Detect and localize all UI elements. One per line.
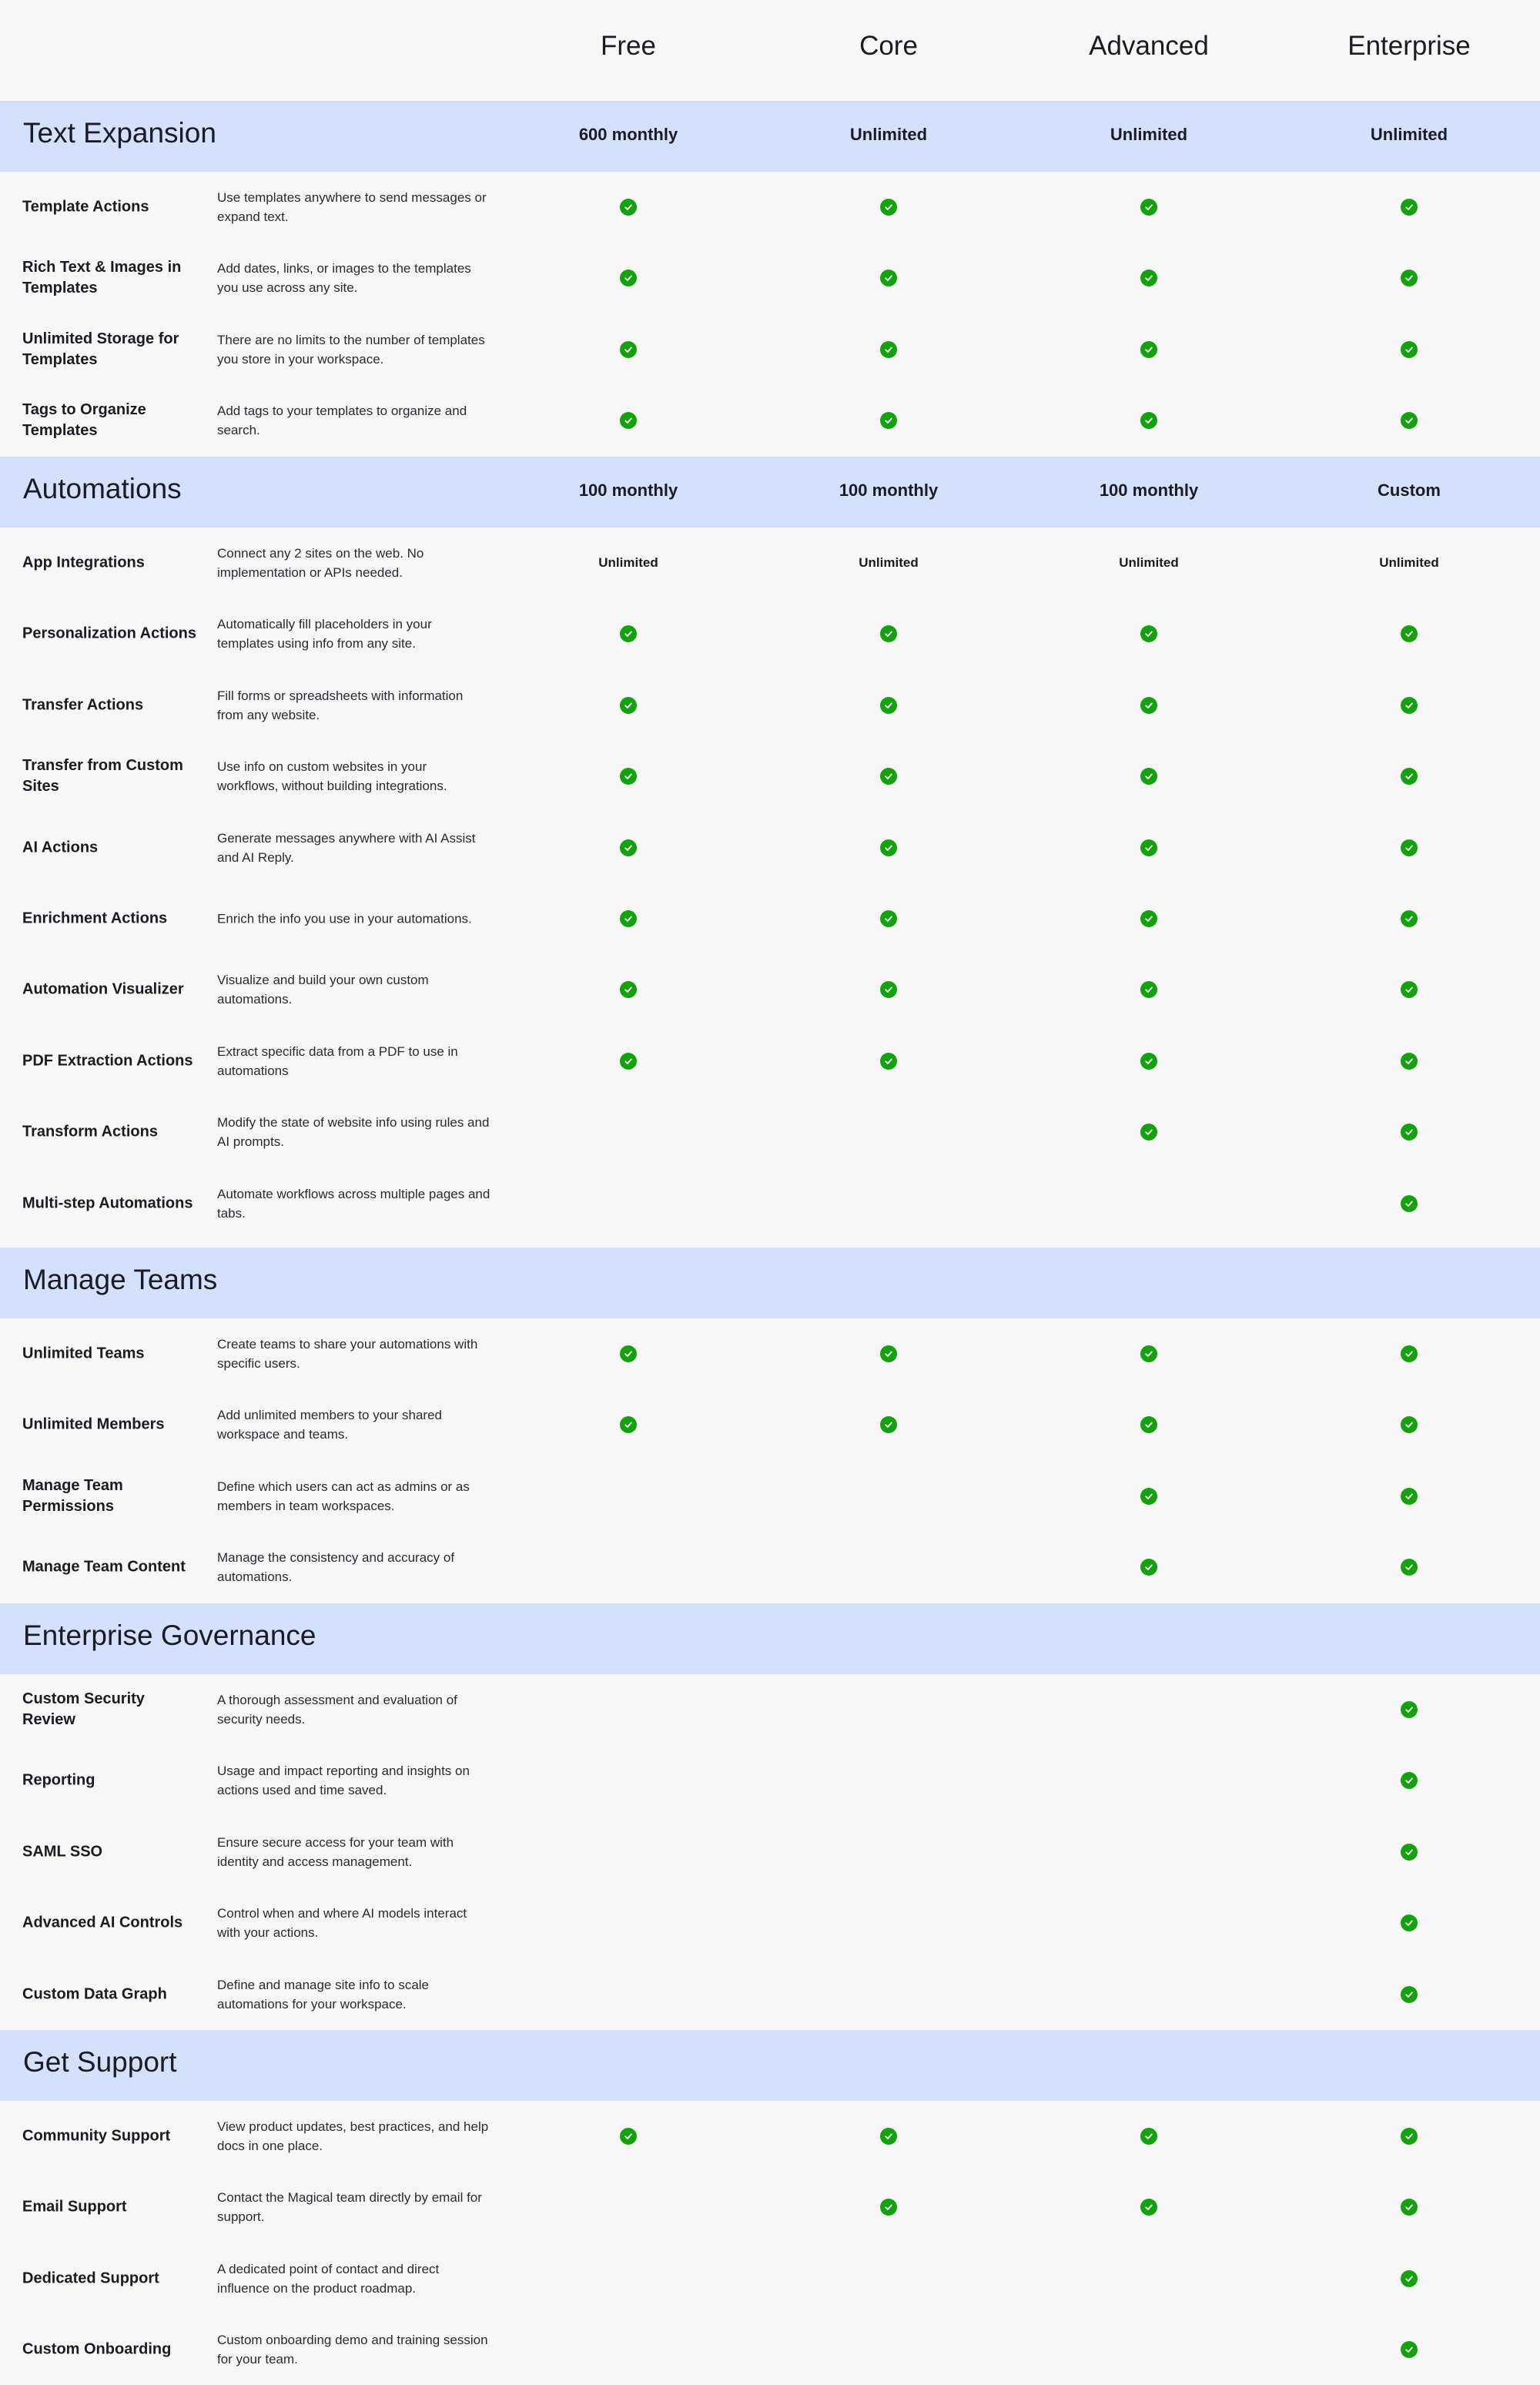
cell-free [536, 1888, 721, 1958]
check-circle-icon [1140, 199, 1157, 216]
cell-enterprise [1317, 1026, 1502, 1097]
feature-row-advanced-ai-controls [0, 1888, 1540, 1958]
cell-core [796, 2314, 981, 2385]
cell-free [536, 172, 721, 243]
check-circle-icon [880, 910, 897, 927]
cell-advanced [1056, 1817, 1241, 1888]
feature-description: View product updates, best practices, and help docs in one place. [217, 2119, 489, 2153]
feature-row-personalization-actions [0, 598, 1540, 669]
feature-name: Unlimited Teams [22, 1345, 145, 1362]
cell-advanced [1056, 2314, 1241, 2385]
section-header-enterprise-governance [0, 1603, 1540, 1674]
check-circle-icon [880, 199, 897, 216]
cell-advanced [1056, 883, 1241, 954]
cell-advanced [1056, 954, 1241, 1025]
feature-description: Automatically fill placeholders in your templates using info from any site. [217, 617, 432, 652]
feature-row-pdf-extraction-actions [0, 1026, 1540, 1097]
feature-name: App Integrations [22, 554, 145, 571]
cell-core [796, 1745, 981, 1816]
cell-advanced [1056, 314, 1241, 385]
check-circle-icon [880, 1416, 897, 1433]
cell-enterprise [1317, 954, 1502, 1025]
section-title: Manage Teams [23, 1264, 218, 1295]
check-circle-icon [880, 697, 897, 714]
check-circle-icon [620, 2128, 637, 2145]
cell-core [796, 2172, 981, 2243]
feature-row-app-integrations [0, 528, 1540, 598]
feature-name: Unlimited Members [22, 1415, 165, 1433]
cell-free [536, 1318, 721, 1389]
check-circle-icon [1140, 839, 1157, 856]
check-circle-icon [1140, 1488, 1157, 1505]
feature-row-transfer-from-custom-sites [0, 741, 1540, 812]
check-circle-icon [1140, 2128, 1157, 2145]
feature-row-unlimited-storage-for-templates [0, 314, 1540, 385]
feature-description: Connect any 2 sites on the web. No implementation or APIs needed. [217, 546, 424, 580]
feature-name: Multi-step Automations [22, 1194, 193, 1212]
feature-name: SAML SSO [22, 1843, 103, 1861]
cell-free [536, 243, 721, 313]
check-circle-icon [1401, 2270, 1418, 2287]
check-circle-icon [1401, 1345, 1418, 1362]
check-circle-icon [620, 412, 637, 429]
section-title: Text Expansion [23, 117, 216, 149]
cell-free [536, 598, 721, 669]
feature-row-custom-onboarding [0, 2314, 1540, 2385]
check-circle-icon [1401, 697, 1418, 714]
cell-core [796, 1959, 981, 2030]
section-header-get-support [0, 2030, 1540, 2101]
check-circle-icon [880, 625, 897, 642]
check-circle-icon [620, 981, 637, 998]
cell-core [796, 314, 981, 385]
feature-name: Reporting [22, 1771, 95, 1789]
feature-name: PDF Extraction Actions [22, 1052, 193, 1070]
cell-enterprise [1317, 1461, 1502, 1532]
feature-name: Template Actions [22, 198, 149, 216]
cell-enterprise [1317, 598, 1502, 669]
check-circle-icon [1401, 1559, 1418, 1576]
cell-free [536, 883, 721, 954]
check-circle-icon [1140, 981, 1157, 998]
check-circle-icon [1140, 2199, 1157, 2216]
feature-name: Email Support [22, 2198, 127, 2216]
cell-advanced [1056, 1318, 1241, 1389]
check-circle-icon [620, 625, 637, 642]
cell-enterprise [1317, 2314, 1502, 2385]
section-title: Enterprise Governance [23, 1620, 316, 1651]
cell-free [536, 2172, 721, 2243]
section-title: Automations [23, 473, 182, 504]
feature-name: Automation Visualizer [22, 980, 184, 998]
feature-row-manage-team-permissions [0, 1461, 1540, 1532]
check-circle-icon [1401, 1701, 1418, 1718]
section-quota-core: 100 monthly [839, 481, 939, 500]
cell-free [536, 314, 721, 385]
feature-name: Tags to Organize Templates [22, 401, 146, 440]
cell-core [796, 528, 981, 598]
cell-core [796, 883, 981, 954]
check-circle-icon [1401, 199, 1418, 216]
feature-description: Manage the consistency and accuracy of automations. [217, 1550, 455, 1585]
check-circle-icon [1401, 341, 1418, 358]
cell-advanced [1056, 172, 1241, 243]
check-circle-icon [1401, 2199, 1418, 2216]
feature-row-reporting [0, 1745, 1540, 1816]
cell-core [796, 1461, 981, 1532]
cell-advanced [1056, 1026, 1241, 1097]
cell-core [796, 2243, 981, 2314]
feature-name: Custom Data Graph [22, 1985, 167, 2003]
cell-advanced [1056, 1097, 1241, 1167]
cell-core [796, 1888, 981, 1958]
check-circle-icon [620, 839, 637, 856]
feature-row-community-support [0, 2101, 1540, 2172]
feature-name: Dedicated Support [22, 2269, 159, 2287]
check-circle-icon [880, 412, 897, 429]
cell-enterprise [1317, 1532, 1502, 1603]
cell-core [796, 2101, 981, 2172]
cell-advanced [1056, 1888, 1241, 1958]
cell-enterprise [1317, 2243, 1502, 2314]
feature-row-custom-data-graph [0, 1959, 1540, 2030]
cell-advanced [1056, 741, 1241, 812]
check-circle-icon [1401, 412, 1418, 429]
check-circle-icon [1401, 1416, 1418, 1433]
cell-advanced [1056, 1745, 1241, 1816]
check-circle-icon [880, 270, 897, 286]
check-circle-icon [1401, 1124, 1418, 1141]
check-circle-icon [1140, 768, 1157, 785]
cell-core [796, 1674, 981, 1745]
check-circle-icon [620, 270, 637, 286]
feature-description: A thorough assessment and evaluation of security needs. [217, 1693, 457, 1727]
cell-core [796, 1168, 981, 1239]
section-header-automations [0, 457, 1540, 528]
check-circle-icon [1140, 1559, 1157, 1576]
cell-free [536, 1389, 721, 1460]
cell-enterprise [1317, 528, 1502, 598]
cell-core [796, 172, 981, 243]
cell-free [536, 954, 721, 1025]
cell-enterprise [1317, 741, 1502, 812]
cell-enterprise [1317, 883, 1502, 954]
check-circle-icon [620, 341, 637, 358]
section-quota-advanced: 100 monthly [1099, 481, 1199, 500]
check-circle-icon [620, 910, 637, 927]
feature-row-template-actions [0, 172, 1540, 243]
cell-core [796, 385, 981, 456]
check-circle-icon [1401, 1488, 1418, 1505]
check-circle-icon [1401, 910, 1418, 927]
cell-core [796, 741, 981, 812]
cell-free [536, 385, 721, 456]
check-circle-icon [620, 1345, 637, 1362]
cell-free [536, 1674, 721, 1745]
feature-row-multi-step-automations [0, 1168, 1540, 1239]
check-circle-icon [1401, 981, 1418, 998]
feature-row-manage-team-content [0, 1532, 1540, 1603]
feature-name: Rich Text & Images in Templates [22, 259, 182, 297]
check-circle-icon [1401, 1053, 1418, 1070]
feature-description: Usage and impact reporting and insights on actions used and time saved. [217, 1764, 470, 1798]
feature-row-ai-actions [0, 812, 1540, 883]
cell-advanced [1056, 1389, 1241, 1460]
cell-enterprise [1317, 670, 1502, 741]
cell-enterprise [1317, 1097, 1502, 1167]
check-circle-icon [880, 2128, 897, 2145]
check-circle-icon [1401, 1914, 1418, 1931]
cell-enterprise [1317, 2101, 1502, 2172]
check-circle-icon [1140, 697, 1157, 714]
cell-enterprise [1317, 1318, 1502, 1389]
check-circle-icon [1401, 2128, 1418, 2145]
feature-name: Personalization Actions [22, 625, 196, 642]
feature-name: Community Support [22, 2127, 171, 2145]
cell-advanced [1056, 812, 1241, 883]
cell-enterprise [1317, 243, 1502, 313]
cell-advanced [1056, 1532, 1241, 1603]
feature-description: A dedicated point of contact and direct influence on the product roadmap. [217, 2261, 440, 2296]
cell-core [796, 670, 981, 741]
feature-row-transfer-actions [0, 670, 1540, 741]
cell-free [536, 1532, 721, 1603]
cell-advanced [1056, 1168, 1241, 1239]
cell-enterprise [1317, 314, 1502, 385]
feature-description: Use templates anywhere to send messages or expand text. [217, 190, 487, 224]
cell-free [536, 1817, 721, 1888]
cell-free [536, 2243, 721, 2314]
cell-free [536, 1097, 721, 1167]
check-circle-icon [1401, 1844, 1418, 1861]
feature-row-transform-actions [0, 1097, 1540, 1167]
feature-description: Control when and where AI models interact with your actions. [217, 1906, 467, 1941]
feature-description: Ensure secure access for your team with identity and access management. [217, 1834, 454, 1869]
feature-row-rich-text-and-images-in-templates [0, 243, 1540, 313]
check-circle-icon [1401, 2341, 1418, 2358]
feature-name: Transfer Actions [22, 696, 144, 714]
cell-free [536, 528, 721, 598]
feature-name: Manage Team Content [22, 1558, 186, 1576]
cell-core [796, 1389, 981, 1460]
feature-description: Custom onboarding demo and training session for your team. [217, 2333, 488, 2367]
section-quota-free: 100 monthly [578, 481, 678, 500]
cell-enterprise [1317, 385, 1502, 456]
cell-value: Unlimited [859, 555, 919, 570]
cell-value: Unlimited [1119, 555, 1179, 570]
feature-name: AI Actions [22, 839, 99, 856]
feature-name: Advanced AI Controls [22, 1914, 183, 1931]
check-circle-icon [1140, 412, 1157, 429]
cell-enterprise [1317, 1888, 1502, 1958]
check-circle-icon [880, 2199, 897, 2216]
cell-core [796, 1318, 981, 1389]
feature-row-dedicated-support [0, 2243, 1540, 2314]
cell-core [796, 812, 981, 883]
feature-row-unlimited-members [0, 1389, 1540, 1460]
check-circle-icon [880, 981, 897, 998]
check-circle-icon [620, 1053, 637, 1070]
cell-advanced [1056, 528, 1241, 598]
check-circle-icon [1140, 1124, 1157, 1141]
section-quota-enterprise: Unlimited [1370, 125, 1448, 144]
cell-enterprise [1317, 1959, 1502, 2030]
feature-description: Enrich the info you use in your automations. [217, 911, 472, 926]
cell-enterprise [1317, 1817, 1502, 1888]
cell-free [536, 1026, 721, 1097]
check-circle-icon [1140, 1345, 1157, 1362]
cell-core [796, 1532, 981, 1603]
plan-advanced: Advanced [1089, 31, 1209, 61]
cell-advanced [1056, 670, 1241, 741]
cell-enterprise [1317, 812, 1502, 883]
plan-free: Free [601, 31, 656, 61]
feature-description: Contact the Magical team directly by email for support. [217, 2190, 482, 2225]
cell-advanced [1056, 1461, 1241, 1532]
section-header-manage-teams [0, 1248, 1540, 1318]
check-circle-icon [1140, 625, 1157, 642]
cell-free [536, 741, 721, 812]
feature-description: Add tags to your templates to organize and search. [217, 404, 467, 438]
check-circle-icon [1140, 1053, 1157, 1070]
cell-core [796, 1026, 981, 1097]
feature-description: Visualize and build your own custom automations. [217, 973, 429, 1007]
check-circle-icon [880, 839, 897, 856]
check-circle-icon [1140, 270, 1157, 286]
feature-row-email-support [0, 2172, 1540, 2243]
section-quota-core: Unlimited [849, 125, 928, 144]
check-circle-icon [1401, 625, 1418, 642]
feature-name: Unlimited Storage for Templates [22, 330, 179, 368]
feature-description: Modify the state of website info using rules and AI prompts. [217, 1115, 490, 1150]
feature-name: Custom Onboarding [22, 2340, 172, 2358]
check-circle-icon [880, 1053, 897, 1070]
feature-description: Add dates, links, or images to the templates you use across any site. [217, 261, 471, 296]
check-circle-icon [620, 1416, 637, 1433]
cell-enterprise [1317, 172, 1502, 243]
feature-description: Define which users can act as admins or as members in team workspaces. [217, 1479, 470, 1513]
cell-free [536, 1168, 721, 1239]
cell-advanced [1056, 2101, 1241, 2172]
feature-row-tags-to-organize-templates [0, 385, 1540, 456]
cell-advanced [1056, 1959, 1241, 2030]
cell-free [536, 1461, 721, 1532]
feature-description: Create teams to share your automations with specific users. [217, 1337, 478, 1371]
cell-advanced [1056, 598, 1241, 669]
check-circle-icon [880, 768, 897, 785]
feature-description: There are no limits to the number of templates you store in your workspace. [217, 332, 485, 367]
cell-value: Unlimited [598, 555, 658, 570]
feature-row-automation-visualizer [0, 954, 1540, 1025]
check-circle-icon [1140, 1416, 1157, 1433]
cell-advanced [1056, 2172, 1241, 2243]
cell-enterprise [1317, 1168, 1502, 1239]
feature-row-enrichment-actions [0, 883, 1540, 954]
feature-description: Use info on custom websites in your workflows, without building integrations. [217, 759, 447, 794]
feature-name: Manage Team Permissions [22, 1476, 123, 1515]
feature-name: Transfer from Custom Sites [22, 757, 183, 796]
cell-free [536, 812, 721, 883]
cell-core [796, 243, 981, 313]
feature-row-unlimited-teams [0, 1318, 1540, 1389]
section-title: Get Support [23, 2046, 177, 2078]
cell-advanced [1056, 2243, 1241, 2314]
feature-description: Add unlimited members to your shared workspace and teams. [217, 1408, 442, 1442]
check-circle-icon [1401, 768, 1418, 785]
feature-description: Automate workflows across multiple pages and tabs. [217, 1186, 490, 1221]
check-circle-icon [1401, 1986, 1418, 2003]
cell-advanced [1056, 243, 1241, 313]
check-circle-icon [620, 768, 637, 785]
cell-core [796, 598, 981, 669]
feature-name: Enrichment Actions [22, 909, 168, 927]
cell-free [536, 1959, 721, 2030]
check-circle-icon [1401, 1772, 1418, 1789]
check-circle-icon [1401, 839, 1418, 856]
feature-description: Fill forms or spreadsheets with information from any website. [217, 688, 464, 722]
check-circle-icon [620, 199, 637, 216]
section-quota-advanced: Unlimited [1110, 125, 1188, 144]
cell-free [536, 2314, 721, 2385]
feature-row-saml-sso [0, 1817, 1540, 1888]
feature-row-custom-security-review [0, 1674, 1540, 1745]
cell-free [536, 2101, 721, 2172]
check-circle-icon [620, 697, 637, 714]
section-quota-enterprise: Custom [1378, 481, 1441, 500]
check-circle-icon [1401, 1195, 1418, 1212]
feature-description: Generate messages anywhere with AI Assist and AI Reply. [217, 830, 476, 865]
feature-description: Extract specific data from a PDF to use in automations [217, 1043, 458, 1078]
cell-free [536, 1745, 721, 1816]
check-circle-icon [1401, 270, 1418, 286]
plan-core: Core [859, 31, 918, 61]
check-circle-icon [880, 341, 897, 358]
cell-enterprise [1317, 1389, 1502, 1460]
cell-advanced [1056, 1674, 1241, 1745]
cell-advanced [1056, 385, 1241, 456]
feature-description: Define and manage site info to scale automations for your workspace. [217, 1977, 430, 2012]
check-circle-icon [880, 1345, 897, 1362]
cell-enterprise [1317, 2172, 1502, 2243]
section-header-text-expansion [0, 101, 1540, 172]
feature-name: Transform Actions [22, 1123, 158, 1141]
cell-enterprise [1317, 1745, 1502, 1816]
cell-free [536, 670, 721, 741]
check-circle-icon [1140, 341, 1157, 358]
section-quota-free: 600 monthly [578, 125, 678, 144]
cell-core [796, 954, 981, 1025]
check-circle-icon [1140, 910, 1157, 927]
feature-name: Custom Security Review [22, 1690, 145, 1728]
plan-header-row [0, 0, 1540, 100]
cell-enterprise [1317, 1674, 1502, 1745]
cell-value: Unlimited [1379, 555, 1439, 570]
cell-core [796, 1817, 981, 1888]
cell-core [796, 1097, 981, 1167]
plan-enterprise: Enterprise [1348, 31, 1471, 61]
